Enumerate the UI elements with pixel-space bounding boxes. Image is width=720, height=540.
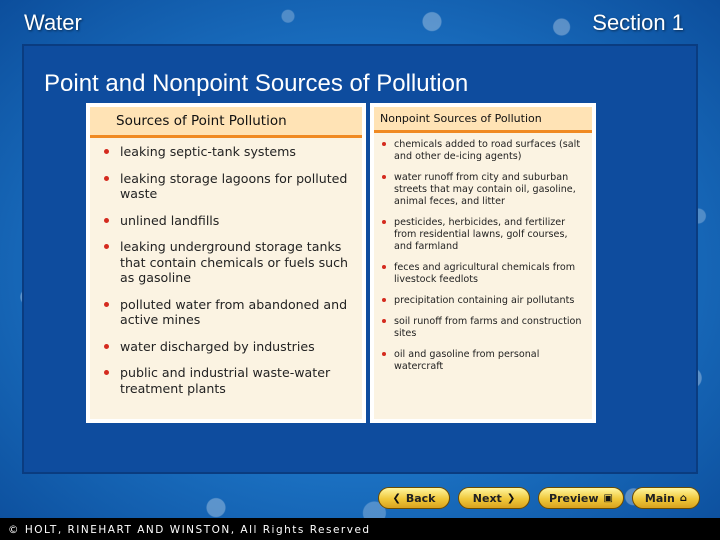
point-pollution-list — [90, 138, 362, 396]
back-label: Back — [405, 491, 436, 505]
nonpoint-pollution-title: Nonpoint Sources of Pollution — [374, 107, 592, 133]
list-item: oil and gasoline from personal watercraft — [394, 349, 586, 373]
list-item: pesticides, herbicides, and fertilizer from residential lawns, golf courses, and farmland — [394, 217, 586, 254]
list-item: polluted water from abandoned and active mines — [120, 297, 350, 328]
chevron-right-icon: ❯ — [506, 492, 516, 504]
list-item: feces and agricultural chemicals from livestock feedlots — [394, 262, 586, 286]
list-item: water runoff from city and suburban streets that may contain oil, gasoline, animal feces, and litter — [394, 172, 586, 209]
list-item: water discharged by industries — [120, 339, 350, 355]
preview-label: Preview — [549, 491, 599, 505]
list-item: leaking underground storage tanks that contain chemicals or fuels such as gasoline — [120, 239, 349, 285]
next-button[interactable] — [458, 487, 530, 509]
list-item: leaking septic-tank systems — [120, 144, 350, 160]
list-item: chemicals added to road surfaces (salt and other de-icing agents) — [394, 139, 586, 163]
copyright-text: © HOLT, RINEHART AND WINSTON, All Rights Reserved — [8, 524, 371, 536]
list-item: precipitation containing air pollutants — [394, 295, 586, 307]
chevron-left-icon: ❮ — [392, 492, 401, 504]
header-subject: Water — [24, 10, 82, 35]
film-icon: ▣ — [603, 492, 613, 504]
home-icon: ⌂ — [679, 492, 688, 504]
page-title: Point and Nonpoint Sources of Pollution — [44, 70, 469, 97]
list-item: public and industrial waste-water treatment plants — [120, 365, 350, 396]
main-label: Main — [644, 491, 675, 505]
main-button[interactable] — [632, 487, 700, 509]
back-button[interactable] — [378, 487, 450, 509]
nonpoint-pollution-list — [374, 133, 592, 373]
next-label: Next — [472, 491, 502, 505]
list-item: unlined landfills — [120, 213, 350, 229]
header-section: Section 1 — [592, 10, 684, 35]
list-item: soil runoff from farms and construction sites — [394, 316, 586, 340]
preview-button[interactable] — [538, 487, 624, 509]
nonpoint-pollution-card — [370, 103, 596, 423]
point-pollution-title: Sources of Point Pollution — [90, 107, 362, 138]
point-pollution-card — [86, 103, 366, 423]
list-item: leaking storage lagoons for polluted waste — [120, 171, 350, 202]
